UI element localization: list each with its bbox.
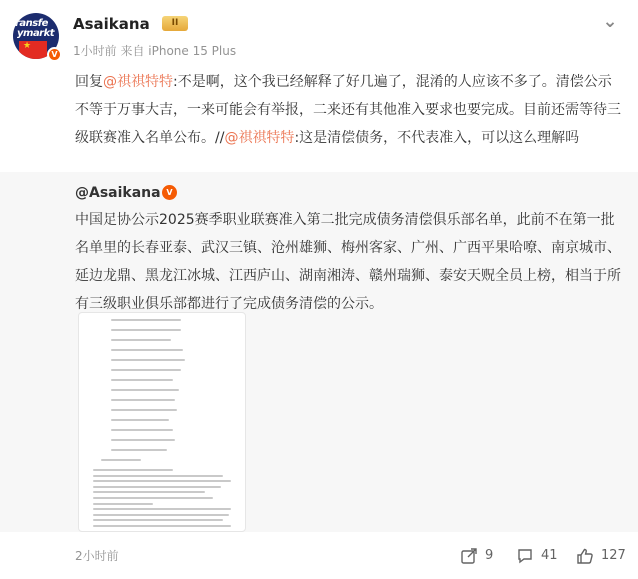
china-flag-icon (19, 41, 47, 59)
verified-badge-icon: V (162, 185, 177, 200)
document-text-line (93, 519, 223, 521)
document-thumbnail[interactable] (78, 312, 246, 532)
avatar-logo-text: ransfe (15, 18, 48, 29)
document-text-line (93, 491, 205, 493)
like-icon (576, 547, 594, 565)
quoted-author[interactable]: @Asaikana (75, 185, 161, 201)
like-count: 127 (601, 548, 626, 563)
share-button[interactable] (460, 546, 493, 566)
comment-button[interactable] (516, 546, 558, 566)
comment-count: 41 (541, 548, 558, 563)
document-text-line (111, 329, 181, 331)
verified-badge-icon: V (47, 47, 62, 62)
document-text-line (111, 319, 181, 321)
document-text-line (111, 409, 177, 411)
document-text-line (111, 339, 171, 341)
document-text-line (93, 469, 173, 471)
document-text-line (93, 475, 223, 477)
more-icon[interactable]: ⌄ (602, 11, 618, 32)
document-text-line (93, 486, 221, 488)
document-text-line (93, 531, 217, 532)
document-text-line (111, 449, 167, 451)
post-header (0, 0, 638, 66)
vip-badge[interactable]: II (162, 16, 188, 31)
reply-body: :不是啊，这个我已经解释了好几遍了，混淆的人应该不多了。清偿公示不等于万事大吉，一来可能会有举报，二来还有其他准入要求也要完成。目前还需等待三级联赛准入名单公布。// (75, 74, 621, 146)
document-text-line (93, 497, 213, 499)
document-text-line (111, 369, 181, 371)
document-text-line (111, 429, 173, 431)
quoted-post[interactable] (0, 172, 638, 532)
document-text-line (111, 399, 175, 401)
share-icon (460, 547, 478, 565)
document-text-line (93, 503, 153, 505)
document-text-line (93, 480, 231, 482)
mention-link[interactable]: @祺祺特特 (103, 74, 173, 90)
document-text-line (93, 514, 229, 516)
like-button[interactable] (576, 546, 626, 566)
avatar-logo-text-2: ymarkt (17, 28, 55, 39)
document-text-line (101, 459, 141, 461)
comment-icon (516, 547, 534, 565)
footer-time: 2小时前 (75, 549, 119, 563)
post-meta: 1小时前 来自 iPhone 15 Plus (73, 44, 237, 58)
document-text-line (111, 379, 173, 381)
document-text-line (111, 419, 169, 421)
document-text-line (93, 508, 231, 510)
document-text-line (111, 389, 179, 391)
document-text-line (111, 349, 183, 351)
post-footer (0, 536, 638, 579)
document-text-line (111, 359, 185, 361)
reply-body-2: :这是清偿债务，不代表准入，可以这么理解吗 (294, 130, 580, 146)
reply-prefix: 回复 (75, 74, 103, 90)
mention-link[interactable]: @祺祺特特 (224, 130, 295, 146)
document-text-line (93, 525, 231, 527)
reply-text (75, 68, 625, 152)
document-text-line (111, 439, 175, 441)
quoted-text: 中国足协公示2025赛季职业联赛准入第二批完成债务清偿俱乐部名单，此前不在第一批名单里的长春亚泰、武汉三镇、沧州雄狮、梅州客家、广州、广西平果哈嘹、南京城市、延边龙鼎、黑龙江冰城、江西庐山、湖南湘涛、赣州瑞狮、泰安天贶全员上榜，相当于所有三级职业俱乐部都进行了完成债务清偿的公示。 (75, 212, 621, 312)
share-count: 9 (485, 548, 494, 563)
author-name[interactable]: Asaikana (73, 15, 150, 33)
